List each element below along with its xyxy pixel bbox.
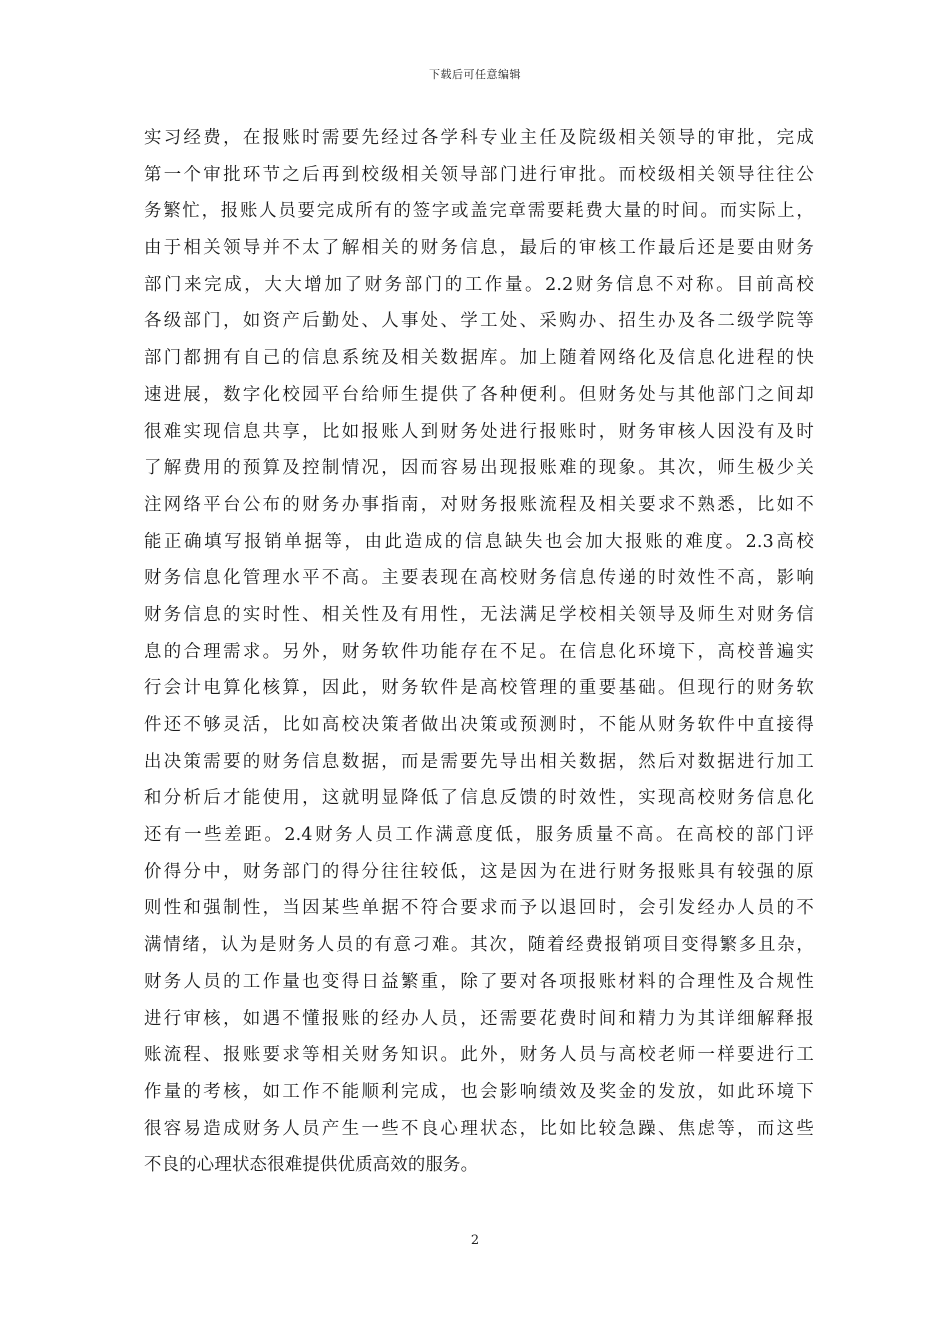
text-line: 进行审核，如遇不懂报账的经办人员，还需要花费时间和精力为其详细解释报 — [144, 1008, 814, 1029]
text-line: 很容易造成财务人员产生一些不良心理状态，比如比较急躁、焦虑等，而这些 — [144, 1118, 814, 1139]
text-line: 很难实现信息共享，比如报账人到财务处进行报账时，财务审核人因没有及时 — [144, 421, 814, 442]
page-header: 下载后可任意编辑 — [429, 68, 521, 81]
text-line: 第一个审批环节之后再到校级相关领导部门进行审批。而校级相关领导往往公 — [144, 164, 814, 185]
text-line: 则性和强制性，当因某些单据不符合要求而予以退回时，会引发经办人员的不 — [144, 898, 814, 919]
text-line: 件还不够灵活，比如高校决策者做出决策或预测时，不能从财务软件中直接得 — [144, 715, 814, 735]
text-line: 实习经费，在报账时需要先经过各学科专业主任及院级相关领导的审批，完成 — [144, 128, 814, 148]
text-line: 账流程、报账要求等相关财务知识。此外，财务人员与高校老师一样要进行工 — [144, 1045, 814, 1066]
text-line: 各级部门，如资产后勤处、人事处、学工处、采购办、招生办及各二级学院等 — [144, 311, 814, 332]
text-line: 作量的考核，如工作不能顺利完成，也会影响绩效及奖金的发放，如此环境下 — [144, 1081, 814, 1102]
body-text — [144, 120, 814, 1184]
text-line: 息的合理需求。另外，财务软件功能存在不足。在信息化环境下，高校普遍实 — [144, 641, 814, 662]
text-line: 务繁忙，报账人员要完成所有的签字或盖完章需要耗费大量的时间。而实际上， — [144, 201, 814, 222]
text-line: 注网络平台公布的财务办事指南，对财务报账流程及相关要求不熟悉，比如不 — [144, 494, 814, 515]
text-line: 价得分中，财务部门的得分往往较低，这是因为在进行财务报账具有较强的原 — [144, 861, 814, 882]
text-line: 不良的心理状态很难提供优质高效的服务。 — [144, 1155, 479, 1176]
text-line: 行会计电算化核算，因此，财务软件是高校管理的重要基础。但现行的财务软 — [144, 678, 814, 699]
text-line: 和分析后才能使用，这就明显降低了信息反馈的时效性，实现高校财务信息化 — [144, 788, 814, 809]
page-number: 2 — [470, 1233, 480, 1248]
text-line: 还有一些差距。2.4财务人员工作满意度低，服务质量不高。在高校的部门评 — [144, 825, 814, 846]
text-line: 财务人员的工作量也变得日益繁重，除了要对各项报账材料的合理性及合规性 — [144, 971, 814, 992]
text-line: 由于相关领导并不太了解相关的财务信息，最后的审核工作最后还是要由财务 — [144, 238, 814, 259]
text-line: 财务信息的实时性、相关性及有用性，无法满足学校相关领导及师生对财务信 — [144, 604, 814, 625]
text-line: 速进展，数字化校园平台给师生提供了各种便利。但财务处与其他部门之间却 — [144, 384, 814, 405]
text-line: 部门来完成，大大增加了财务部门的工作量。2.2财务信息不对称。目前高校 — [144, 274, 814, 295]
text-line: 了解费用的预算及控制情况，因而容易出现报账难的现象。其次，师生极少关 — [144, 458, 814, 479]
text-line: 能正确填写报销单据等，由此造成的信息缺失也会加大报账的难度。2.3高校 — [144, 531, 814, 552]
text-line: 部门都拥有自己的信息系统及相关数据库。加上随着网络化及信息化进程的快 — [144, 348, 814, 369]
text-line: 财务信息化管理水平不高。主要表现在高校财务信息传递的时效性不高，影响 — [144, 568, 814, 589]
text-line: 出决策需要的财务信息数据，而是需要先导出相关数据，然后对数据进行加工 — [144, 751, 814, 772]
text-line: 满情绪，认为是财务人员的有意刁难。其次，随着经费报销项目变得繁多且杂， — [144, 935, 814, 956]
